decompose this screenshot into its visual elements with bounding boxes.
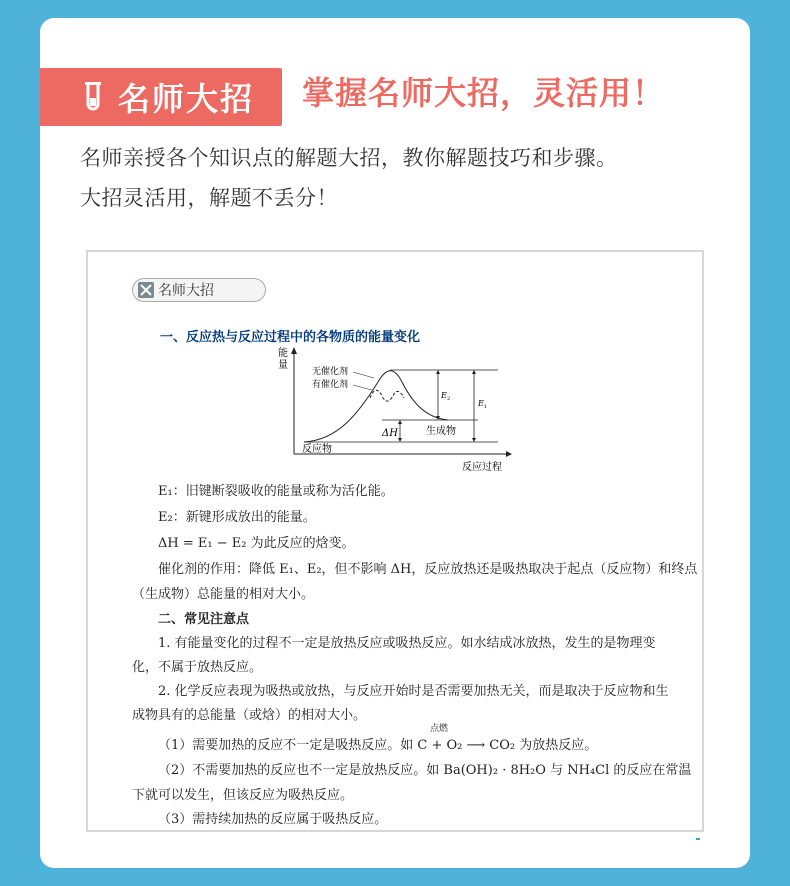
body-line: 2. 化学反应表现为吸热或放热，与反应开始时是否需要加热无关，而是取决于反应物和生 — [158, 684, 669, 699]
body-line: （1）需要加热的反应不一定是吸热反应。如 C + O₂ ⟶ CO₂ 为放热反应。 — [158, 738, 598, 753]
body-line: （生成物）总能量的相对大小。 — [132, 587, 315, 602]
label-leader — [353, 385, 372, 390]
body-line: 成物具有的总能量（或焓）的相对大小。 — [132, 708, 367, 723]
test-tube-icon — [82, 80, 104, 114]
body-line: 催化剂的作用：降低 E₁、E₂，但不影响 ΔH，反应放热还是吸热取决于起点（反应物）和终点 — [158, 562, 698, 577]
energy-diagram — [278, 344, 518, 474]
label-no-catalyst: 无催化剂 — [312, 367, 349, 377]
section-banner — [40, 62, 665, 132]
textbook-page — [86, 250, 704, 832]
e1-label: E — [478, 399, 484, 408]
body-line: （2）不需要加热的反应也不一定是放热反应。如 Ba(OH)₂ · 8H₂O 与 NH₄Cl 的反应在常温 — [158, 763, 692, 778]
section-title-2: 二、常见注意点 — [158, 612, 250, 627]
section-title-1: 一、反应热与反应过程中的各物质的能量变化 — [160, 330, 421, 345]
method-tag — [132, 278, 266, 302]
e1-subscript: 1 — [484, 404, 488, 410]
y-axis-label: 能 — [278, 348, 288, 359]
tools-icon — [138, 282, 154, 298]
arrow-condition: 点燃 — [430, 724, 449, 734]
label-catalyst: 有催化剂 — [312, 380, 349, 390]
banner-badge — [40, 68, 282, 126]
intro-text — [80, 138, 720, 218]
e2-subscript: 2 — [447, 396, 451, 402]
product-label: 生成物 — [426, 426, 456, 437]
e1-arrow-head — [472, 370, 476, 374]
intro-line: 大招灵活用，解题不丢分！ — [80, 186, 338, 210]
y-axis-label: 量 — [278, 360, 288, 371]
e2-arrow-head — [436, 370, 440, 374]
y-axis-arrow — [291, 347, 297, 354]
body-line: E₂：新键形成放出的能量。 — [158, 510, 316, 525]
dh-label: ΔH — [382, 428, 398, 439]
banner-title: 掌握名师大招，灵活用！ — [302, 74, 666, 112]
body-line: 化，不属于放热反应。 — [132, 660, 263, 675]
body-line: ΔH = E₁ − E₂ 为此反应的焓变。 — [158, 536, 355, 551]
body-line: 下就可以发生，但该反应为吸热反应。 — [132, 788, 354, 803]
intro-line: 名师亲授各个知识点的解题大招，教你解题技巧和步骤。 — [80, 146, 618, 170]
body-line: （3）需持续加热的反应属于吸热反应。 — [158, 812, 388, 827]
method-tag-label: 名师大招 — [158, 283, 214, 299]
x-axis-label: 反应过程 — [462, 462, 502, 473]
dh-arrow-tail — [398, 438, 402, 442]
x-axis-arrow — [506, 451, 512, 457]
reactant-label: 反应物 — [302, 444, 332, 455]
banner-badge-label: 名师大招 — [118, 80, 255, 118]
dh-arrow-head — [398, 420, 402, 424]
body-line: E₁：旧键断裂吸收的能量或称为活化能。 — [158, 484, 394, 499]
content-card — [40, 18, 750, 868]
body-line: 1. 有能量变化的过程不一定是放热反应或吸热反应。如水结成冰放热，发生的是物理变 — [158, 636, 656, 651]
e2-label: E — [441, 391, 447, 400]
curve-catalyst — [370, 390, 404, 401]
label-leader — [353, 372, 374, 378]
page-mark — [696, 838, 700, 840]
e1-arrow-tail — [472, 438, 476, 442]
